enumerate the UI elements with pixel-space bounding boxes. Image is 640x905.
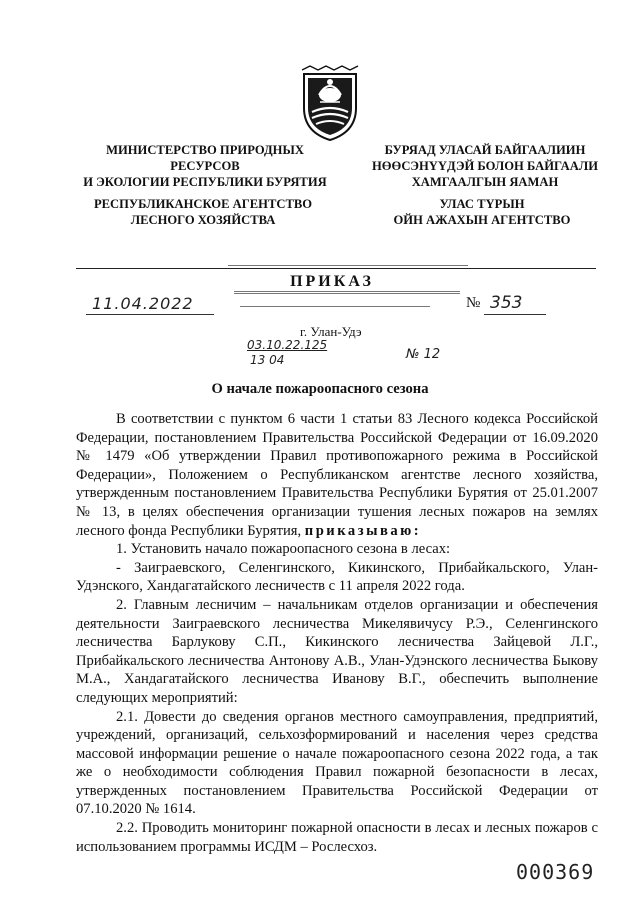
number-underline (484, 314, 546, 315)
stamp-overprint (228, 264, 468, 268)
item-2-1: 2.1. Довести до сведения органов местного самоуправления, предприятий, учреждений, организаций, сельхозформирований и населения через средства массовой информации решение о начале пожароопасного сезона 2022 года, а так же о необходимости соблюдения Правил пожарной безопасности в лесах, утвержденных постановлением Правительства Российской Федерации от 07.10.2020 № 1614. (76, 708, 598, 818)
agency-line2: ЛЕСНОГО ХОЗЯЙСТВА (130, 213, 276, 227)
document-heading: О начале пожароопасного сезона (211, 381, 429, 397)
agency-bur-line1: УЛАС ТҮРЫН (439, 197, 525, 211)
preamble-paragraph (76, 410, 598, 540)
ministry-line2: И ЭКОЛОГИИ РЕСПУБЛИКИ БУРЯТИЯ (83, 175, 327, 189)
registration-stamp-line2: 13 04 (250, 353, 285, 367)
order-title: ПРИКАЗ (290, 273, 374, 290)
registration-stamp-line1: 03.10.22.125 (247, 338, 328, 352)
date-underline (86, 314, 214, 315)
ministry-bur-line3: ХАМГААЛГЫН ЯАМАН (411, 175, 559, 189)
ministry-name-buryat (370, 142, 600, 190)
item-1: 1. Установить начало пожароопасного сезона в лесах: (116, 541, 451, 558)
item-2: 2. Главным лесничим – начальникам отделов организации и обеспечения деятельности Заиграевского лесничества Микелявичусу Р.Э., Селенгинского лесничества Барлукову С.П., Кикинского лесничества Зайцевой Л.Г., Прибайкальского лесничества Антонову А.В., Улан-Удэнского лесничества Быкову М.А., Хандагатайского лесничества Иванову В.Г., обеспечить выполнение следующих мероприятий: (76, 596, 598, 706)
stamp-overprint (240, 305, 430, 309)
document-serial-number: 000369 (516, 860, 595, 884)
item-1-detail: - Заиграевского, Селенгинского, Кикинского, Прибайкальского, Улан-Удэнского, Хандагатайского лесничеств с 11 апреля 2022 года. (76, 559, 598, 595)
ministry-bur-line2: НӨӨСЭНҮҮДЭЙ БОЛОН БАЙГААЛИ (371, 159, 599, 173)
document-body (76, 410, 598, 856)
order-date-handwritten: 11.04.2022 (92, 294, 194, 313)
order-city: г. Улан-Удэ (300, 324, 362, 339)
ministry-line1: МИНИСТЕРСТВО ПРИРОДНЫХ РЕСУРСОВ (106, 143, 304, 173)
preamble-text: В соответствии с пунктом 6 части 1 статьи 83 Лесного кодекса Российской Федерации, постановлением Правительства Российской Федерации от 16.09.2020 № 1479 «Об утверждении Правил противопожарного режима в Российской Федерации», Положением о Республиканском агентстве лесного хозяйства, утвержденным постановлением Правительства Республики Бурятия от 25.01.2007 № 13, в целях обеспечения организации тушения лесных пожаров на землях лесного фонда Республики Бурятия, (76, 411, 598, 539)
order-number-label: № (466, 295, 481, 311)
agency-line1: РЕСПУБЛИКАНСКОЕ АГЕНТСТВО (93, 197, 313, 211)
agency-bur-line2: ОЙН АЖАХЫН АГЕНТСТВО (393, 213, 571, 227)
republic-buryatia-emblem-icon (298, 62, 362, 142)
order-word: приказываю: (304, 522, 422, 539)
agency-name-buryat (372, 196, 592, 228)
item-2-2: 2.2. Проводить мониторинг пожарной опасности в лесах и лесных пожаров с использованием программы ИСДМ – Рослесхоз. (76, 820, 598, 855)
agency-name (88, 196, 318, 228)
ministry-name (80, 142, 330, 190)
ministry-bur-line1: БУРЯАД УЛАСАЙ БАЙГААЛИИН (384, 143, 586, 157)
order-number-handwritten: 353 (490, 293, 523, 313)
registration-stamp-extra: № 12 (406, 347, 441, 362)
header-divider (76, 268, 596, 269)
